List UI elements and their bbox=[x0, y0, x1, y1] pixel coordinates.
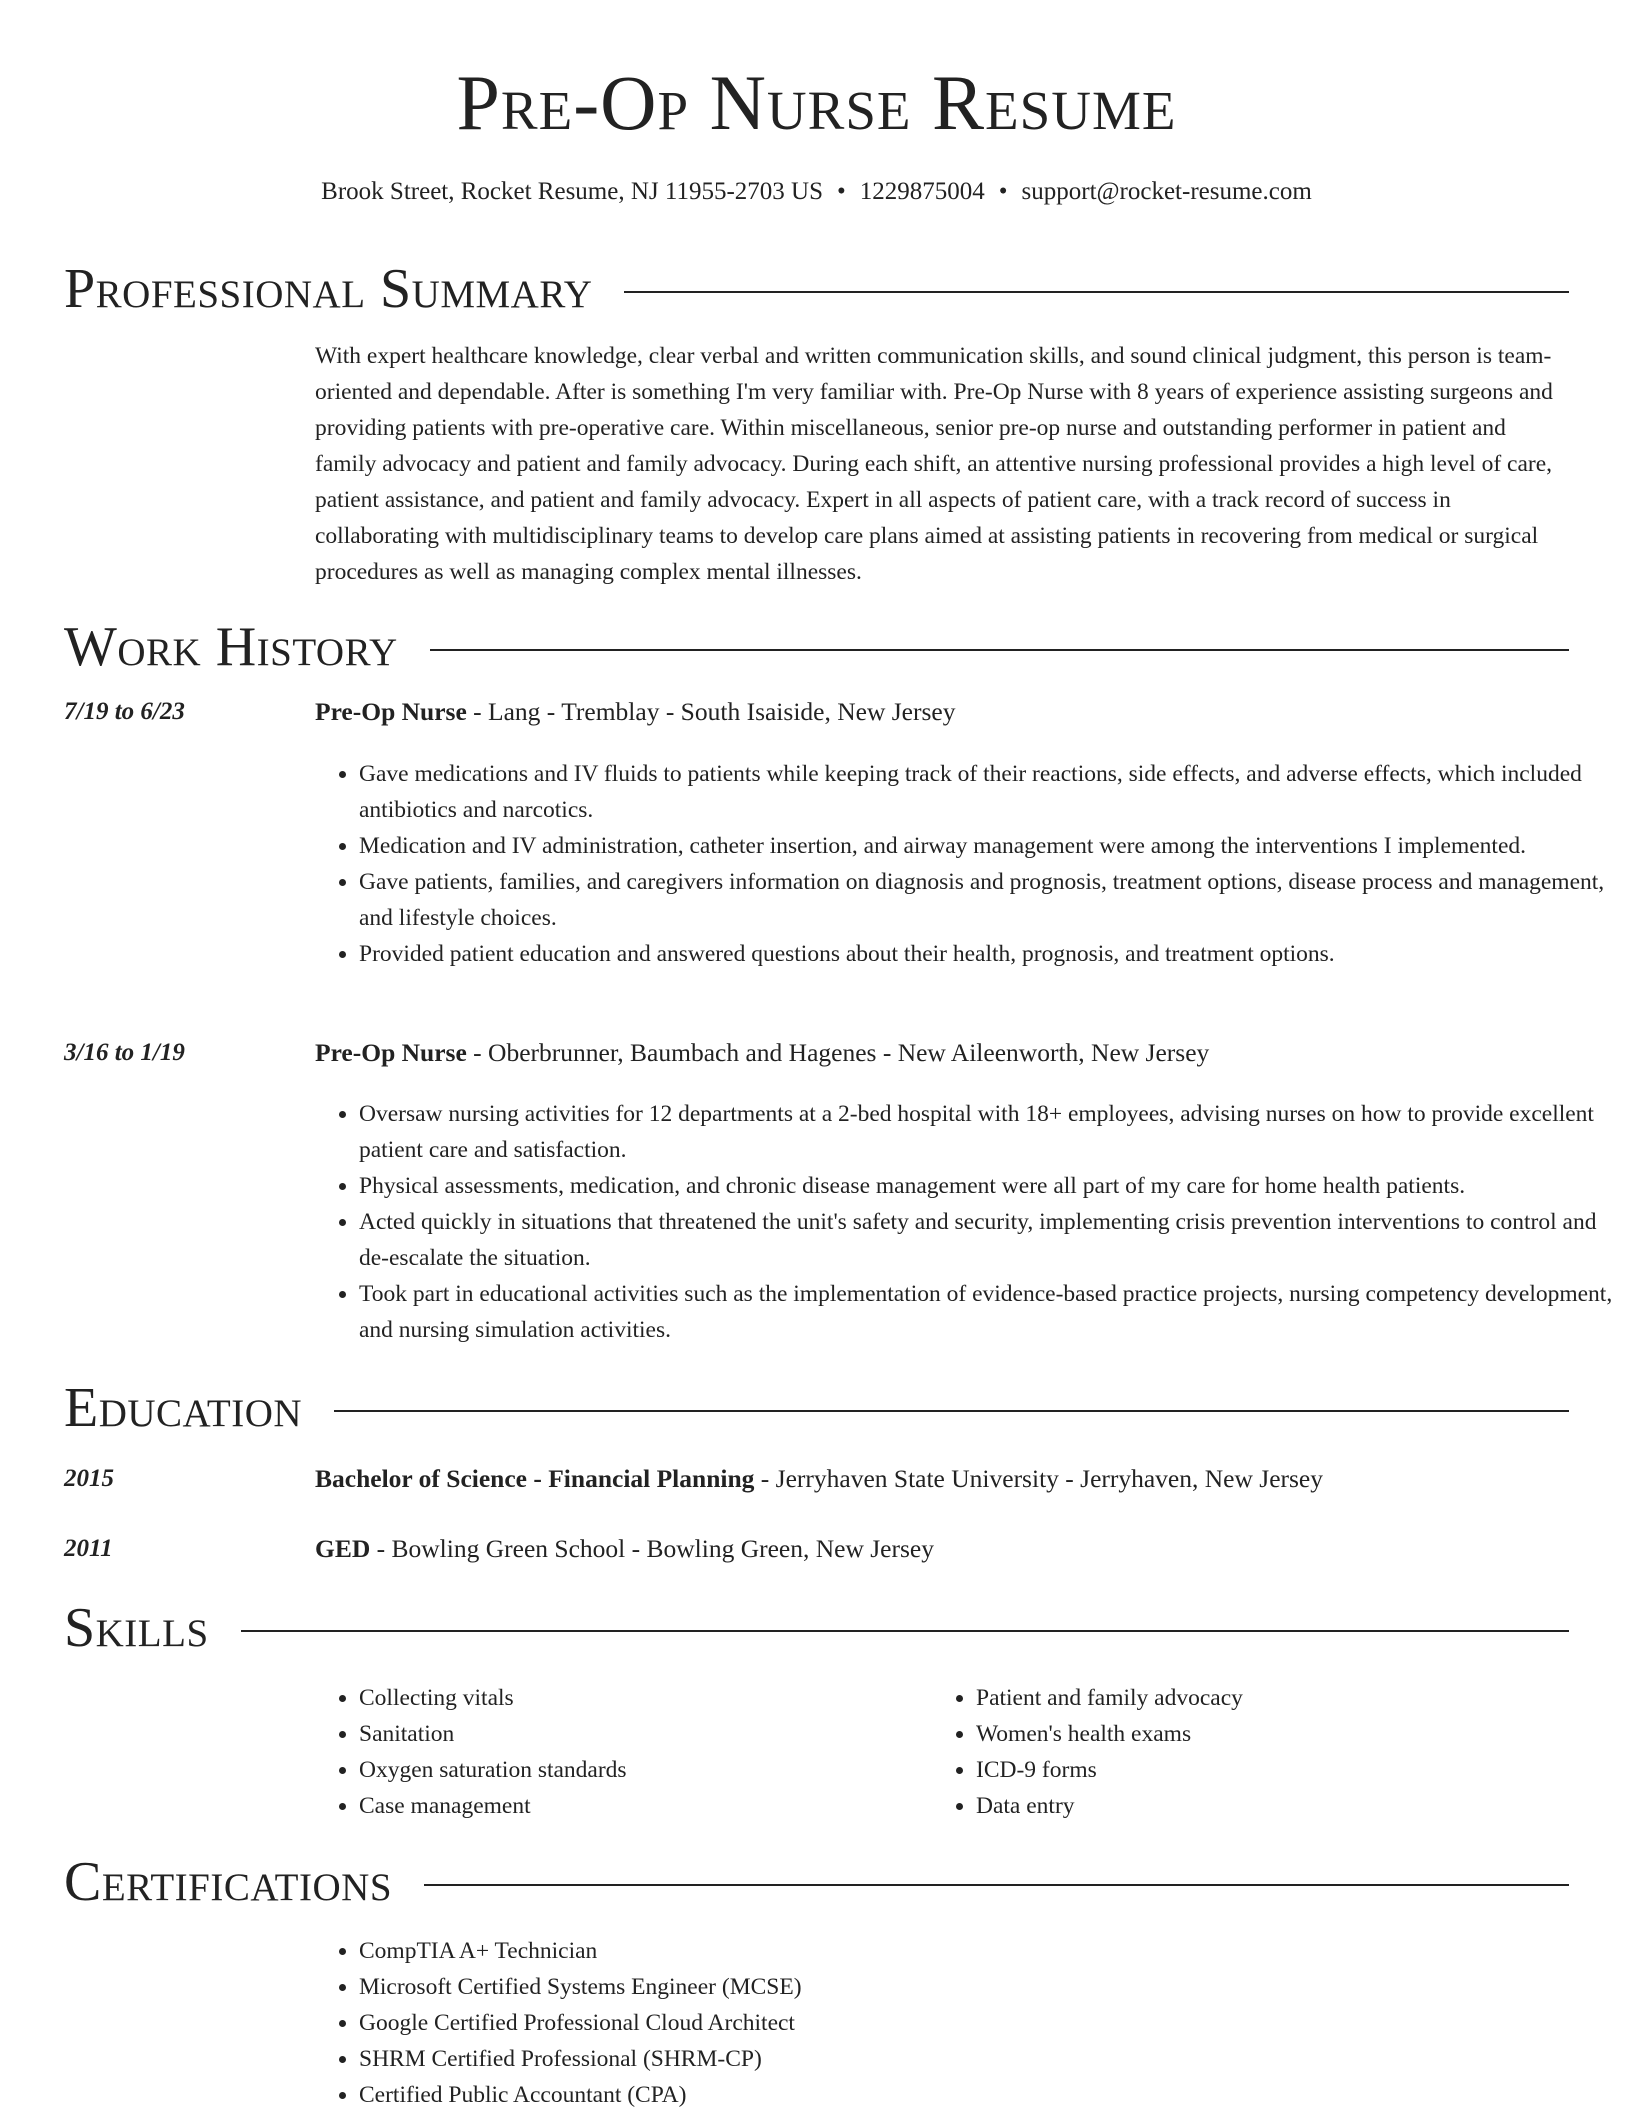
section-divider bbox=[624, 291, 1569, 293]
job-title: Pre-Op Nurse bbox=[315, 1038, 467, 1067]
education-heading: Education bbox=[64, 1377, 303, 1439]
skill-item: • Sanitation bbox=[359, 1716, 929, 1752]
list-item: • Gave medications and IV fluids to patients while keeping track of their reactions, side effects, and adverse effects, which included antibiotics and narcotics. bbox=[359, 756, 1613, 828]
job-title: Pre-Op Nurse bbox=[315, 697, 467, 726]
job-dates: 3/16 to 1/19 bbox=[64, 1039, 185, 1066]
certification-item: • Certified Public Accountant (CPA) bbox=[359, 2077, 1613, 2113]
certification-item: • Microsoft Certified Systems Engineer (MCSE) bbox=[359, 1969, 1613, 2005]
education-line bbox=[315, 1531, 1569, 1567]
job-bullets bbox=[315, 1096, 1613, 1348]
education-line bbox=[315, 1461, 1569, 1497]
skill-item: • Data entry bbox=[976, 1788, 1576, 1824]
skill-item: • ICD-9 forms bbox=[976, 1752, 1576, 1788]
list-item: • Acted quickly in situations that threatened the unit's safety and security, implementing crisis prevention interventions to control and de-escalate the situation. bbox=[359, 1204, 1613, 1276]
section-divider bbox=[430, 649, 1569, 651]
list-item: • Medication and IV administration, catheter insertion, and airway management were among the interventions I implemented. bbox=[359, 828, 1613, 864]
certification-item: • Google Certified Professional Cloud Architect bbox=[359, 2005, 1613, 2041]
contact-address: Brook Street, Rocket Resume, NJ 11955-2703 US bbox=[321, 178, 823, 205]
job-bullets bbox=[315, 756, 1613, 972]
skills-heading: Skills bbox=[64, 1597, 209, 1659]
education-degree: GED bbox=[315, 1534, 371, 1563]
education-year: 2011 bbox=[64, 1535, 113, 1562]
section-divider bbox=[424, 1884, 1569, 1886]
resume-title: Pre-Op Nurse Resume bbox=[456, 59, 1177, 146]
job-title-line bbox=[315, 694, 1569, 730]
summary-section-header bbox=[64, 257, 1569, 321]
contact-line bbox=[64, 174, 1569, 210]
certification-item: • SHRM Certified Professional (SHRM-CP) bbox=[359, 2041, 1613, 2077]
skill-item: • Collecting vitals bbox=[359, 1680, 929, 1716]
education-school: - Bowling Green School - Bowling Green, New Jersey bbox=[370, 1534, 934, 1563]
skill-item: • Oxygen saturation standards bbox=[359, 1752, 929, 1788]
summary-text: With expert healthcare knowledge, clear verbal and written communication skills, and sound clinical judgment, this person is team-oriented and dependable. After is something I'm very familiar with. Pre-Op Nurse with 8 years of experience assisting surgeons and providing patients with pre-operative care. Within miscellaneous, senior pre-op nurse and outstanding performer in patient and family advocacy and patient and family advocacy. During each shift, an attentive nursing professional provides a high level of care, patient assistance, and patient and family advocacy. Expert in all aspects of patient care, with a track record of success in collaborating with multidisciplinary teams to develop care plans aimed at assisting patients in recovering from medical or surgical procedures as well as managing complex mental illnesses. bbox=[315, 343, 1553, 585]
certification-item: • CompTIA A+ Technician bbox=[359, 1933, 1613, 1969]
contact-separator: • bbox=[836, 178, 846, 205]
education-degree: Bachelor of Science - Financial Planning bbox=[315, 1464, 755, 1493]
contact-email[interactable]: support@rocket-resume.com bbox=[1021, 178, 1312, 205]
section-divider bbox=[334, 1410, 1569, 1412]
section-divider bbox=[241, 1630, 1569, 1632]
skills-list-left bbox=[315, 1680, 929, 1824]
education-school: - Jerryhaven State University - Jerryhaven, New Jersey bbox=[754, 1464, 1324, 1493]
certifications-section-header bbox=[64, 1850, 1569, 1914]
list-item: • Provided patient education and answered questions about their health, prognosis, and treatment options. bbox=[359, 936, 1613, 972]
work-heading: Work History bbox=[64, 616, 398, 678]
list-item: • Gave patients, families, and caregivers information on diagnosis and prognosis, treatment options, disease process and management, and lifestyle choices. bbox=[359, 864, 1613, 936]
list-item: • Physical assessments, medication, and chronic disease management were all part of my care for home health patients. bbox=[359, 1168, 1613, 1204]
summary-heading: Professional Summary bbox=[64, 258, 593, 320]
skill-item: • Patient and family advocacy bbox=[976, 1680, 1576, 1716]
list-item: • Oversaw nursing activities for 12 departments at a 2-bed hospital with 18+ employees, advising nurses on how to provide excellent patient care and satisfaction. bbox=[359, 1096, 1613, 1168]
skills-section-header bbox=[64, 1596, 1569, 1660]
job-dates: 7/19 to 6/23 bbox=[64, 698, 185, 725]
job-employer: - Lang - Tremblay - South Isaiside, New Jersey bbox=[466, 697, 956, 726]
job-employer: - Oberbrunner, Baumbach and Hagenes - New Aileenworth, New Jersey bbox=[466, 1038, 1210, 1067]
skill-item: • Women's health exams bbox=[976, 1716, 1576, 1752]
job-title-line bbox=[315, 1035, 1569, 1071]
contact-separator: • bbox=[998, 178, 1008, 205]
skills-list-right bbox=[932, 1680, 1576, 1824]
skill-item: • Case management bbox=[359, 1788, 929, 1824]
education-year: 2015 bbox=[64, 1465, 114, 1492]
education-section-header bbox=[64, 1376, 1569, 1440]
list-item: • Took part in educational activities such as the implementation of evidence-based practice projects, nursing competency development, and nursing simulation activities. bbox=[359, 1276, 1613, 1348]
work-section-header bbox=[64, 615, 1569, 679]
certifications-list bbox=[315, 1933, 1613, 2113]
certifications-heading: Certifications bbox=[64, 1851, 393, 1913]
contact-phone: 1229875004 bbox=[859, 178, 985, 205]
